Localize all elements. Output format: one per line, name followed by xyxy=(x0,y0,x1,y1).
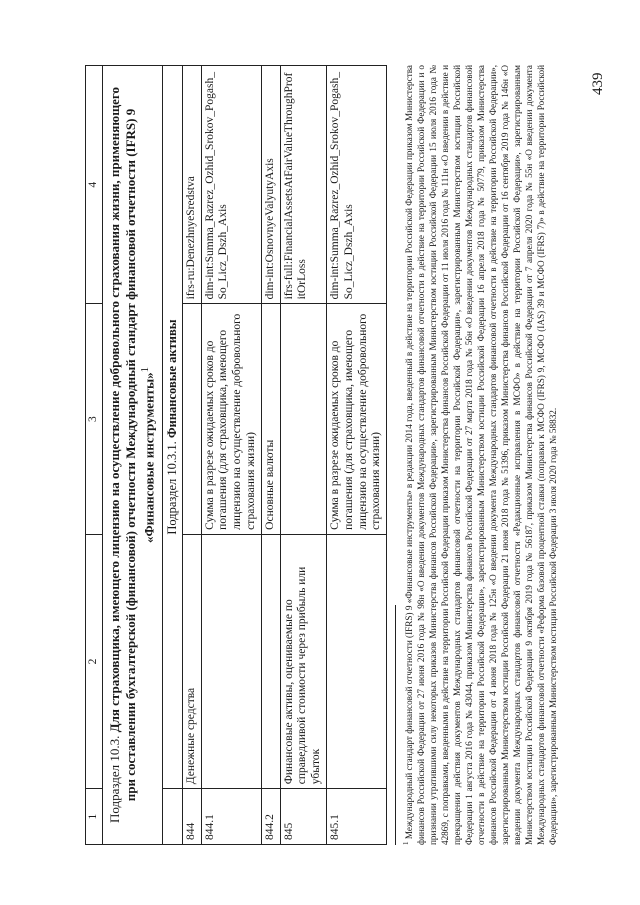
section-title-row xyxy=(102,66,162,845)
row-dimension xyxy=(280,304,326,534)
subsection-row xyxy=(162,66,182,845)
table-row xyxy=(201,66,261,845)
subsection-text: Финансовые активы xyxy=(164,319,179,439)
row-code: 844 xyxy=(182,789,201,845)
row-dimension: Сумма в разрезе ожидаемых сроков до погашения (для страховщика, имеющего лицензию на осуществление добровольного страхования жизни) xyxy=(201,304,261,534)
row-code: 845 xyxy=(280,789,326,845)
row-xbrl-code: dim-int:Summa_Razrez_Ozhid_Srokov_Pogash_So_Licz_Dszh_Axis xyxy=(327,66,387,304)
row-dimension: Сумма в разрезе ожидаемых сроков до погашения (для страховщика, имеющего лицензию на осуществление добровольного страхования жизни) xyxy=(327,304,387,534)
table-row xyxy=(261,66,280,845)
row-indicator xyxy=(201,534,261,788)
row-indicator: Денежные средства xyxy=(182,534,201,788)
footnote xyxy=(402,65,559,845)
row-xbrl-code: ifrs-full:FinancialAssetsAtFairValueThroughProfitOrLoss xyxy=(280,66,326,304)
section-title-text: Для страховщика, имеющего лицензию на осуществление добровольного страхования жизни, применяющего при составлении бухгалтерской (финансовой) отчетности Международный стандарт финансовой отчетности (IFRS) 9 «Финансовые инструменты» xyxy=(106,86,157,802)
table-row xyxy=(182,66,201,845)
row-indicator xyxy=(327,534,387,788)
row-dimension: Основные валюты xyxy=(261,304,280,534)
row-xbrl-code: dim-int:Summa_Razrez_Ozhid_Srokov_Pogash_So_Licz_Dszh_Axis xyxy=(201,66,261,304)
subsection-title xyxy=(162,66,182,789)
page-number: 439 xyxy=(590,72,606,95)
subsection-empty-cell xyxy=(162,789,182,845)
row-xbrl-code: ifrs-ru:DenezhnyeSredstva xyxy=(182,66,201,304)
column-number-row xyxy=(86,66,103,845)
footnote-text: Международный стандарт финансовой отчетности (IFRS) 9 «Финансовые инструменты» в редакции 2014 года, введенный в действие на территории Российской Федерации приказом Министерства финансов Российской Федерации от 27 июня 2016 года № 98н «О введении документов Международных стандартов финансовой отчетности в действие на территории Российской Федерации и о признании утратившими силу некоторых приказов Министерства финансов Российской Федерации», зарегистрированным Министерством юстиции Российской Федерации 15 июля 2016 года № 42869, с поправками, введенными в действие на территории Российской Федерации приказом Министерства финансов Российской Федерации от 11 июля 2016 года № 111н «О введении в действие и прекращении действия документов Международных стандартов финансовой отчетности на территории Российской Федерации», зарегистрированным Министерством юстиции Российской Федерации 1 августа 2016 года № 43044, приказом Министерства финансов Российской Федерации от 27 марта 2018 года № 56н «О введении документов Международных стандартов финансовой отчетности в действие на территории Российской Федерации», зарегистрированным Министерством юстиции Российской Федерации 16 апреля 2018 года № 50779, приказом Министерства финансов Российской Федерации от 4 июня 2018 года № 125н «О введении документа Международных стандартов финансовой отчетности в действие на территории Российской Федерации», зарегистрированным Министерством юстиции Российской Федерации 21 июня 2018 года № 51396, приказом Министерства финансов Российской Федерации от 16 сентября 2019 года № 146н «О введении документа Международных стандартов финансовой отчетности «Редакционные исправления в МСФО» в действие на территории Российской Федерации», зарегистрированным Министерством юстиции Российской Федерации 9 октября 2019 года № 56187, приказом Министерства финансов Российской Федерации от 7 апреля 2020 года № 55н «О введении документа Международных стандартов финансовой отчетности «Реформа базовой процентной ставки (поправки к МСФО (IFRS) 9, МСФО (IAS) 39 и МСФО (IFRS) 7)» в действие на территории Российской Федерации», зарегистрированным Министерством юстиции Российской Федерации 3 июля 2020 года № 58832. xyxy=(404,64,558,845)
classifier-table xyxy=(85,65,387,845)
footnote-ref: 1 xyxy=(139,366,152,373)
row-xbrl-code: dim-int:OsnovnyeValyutyAxis xyxy=(261,66,280,304)
section-title-prefix: Подраздел 10.3. xyxy=(106,732,122,824)
col-number-3: 3 xyxy=(86,304,103,534)
col-number-2: 2 xyxy=(86,534,103,788)
footnote-marker: 1 xyxy=(402,841,410,845)
table-row xyxy=(327,66,387,845)
row-code: 844.1 xyxy=(201,789,261,845)
col-number-1: 1 xyxy=(86,789,103,845)
footnote-divider xyxy=(395,605,396,845)
subsection-prefix: Подраздел 10.3.1. xyxy=(164,438,179,535)
row-dimension xyxy=(182,304,201,534)
row-indicator xyxy=(261,534,280,788)
table-row xyxy=(280,66,326,845)
section-title xyxy=(102,66,162,845)
row-code: 845.1 xyxy=(327,789,387,845)
row-code: 844.2 xyxy=(261,789,280,845)
col-number-4: 4 xyxy=(86,66,103,304)
row-indicator: Финансовые активы, оцениваемые по справедливой стоимости через прибыль или убыток xyxy=(280,534,326,788)
